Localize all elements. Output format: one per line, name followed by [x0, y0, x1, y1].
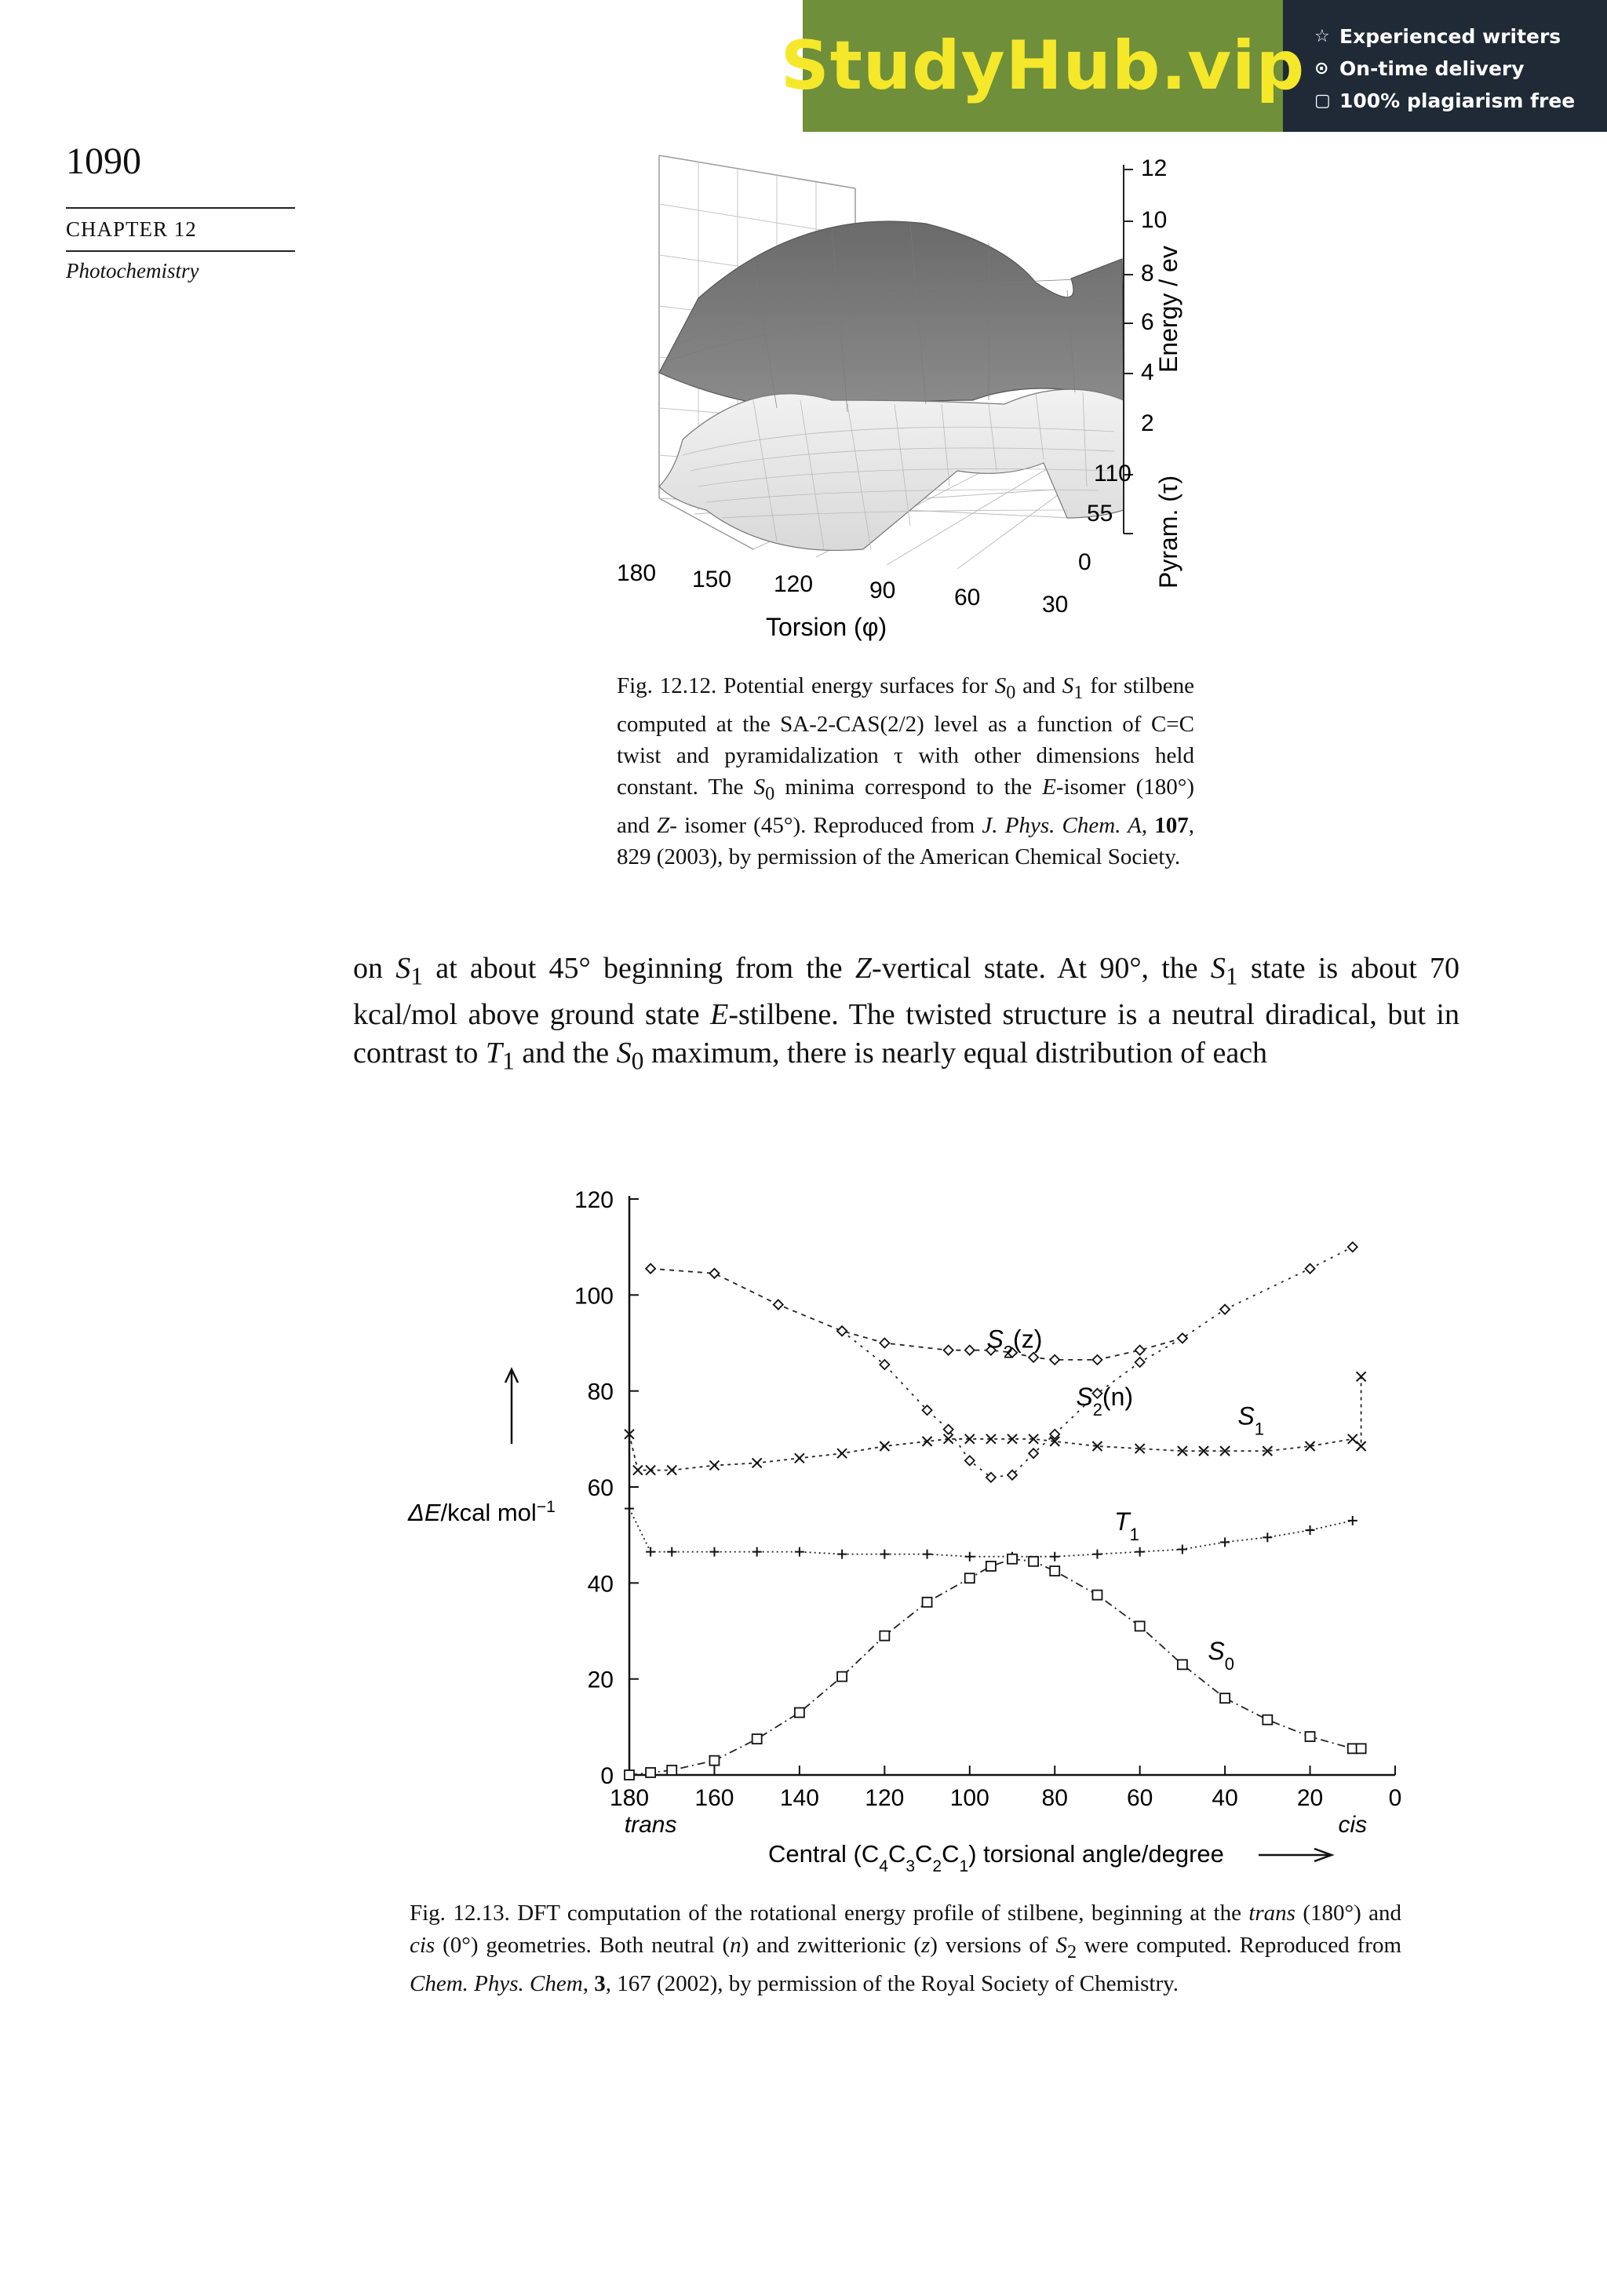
- subscript: 1: [1225, 962, 1238, 990]
- data-point: [880, 1339, 889, 1348]
- series-label: $S_2(z)$: [986, 1325, 1043, 1362]
- data-point: [625, 1770, 634, 1780]
- state-symbol: S: [1062, 673, 1074, 698]
- data-point: [633, 1466, 643, 1475]
- state-symbol: S: [994, 673, 1007, 698]
- data-point: [646, 1264, 655, 1274]
- data-point: [1348, 1242, 1357, 1252]
- state-symbol: S: [395, 952, 411, 985]
- subscript: 0: [765, 782, 775, 804]
- state-symbol: S: [753, 774, 766, 800]
- data-point: [965, 1456, 975, 1465]
- x-tick-label: 0: [1388, 1785, 1402, 1811]
- data-point: [1029, 1449, 1038, 1458]
- state-symbol: S: [1055, 1933, 1067, 1958]
- data-point: [646, 1768, 655, 1777]
- caption-text: ) and zwitterionic (: [741, 1933, 921, 1958]
- caption-text: Potential energy surfaces for: [723, 673, 988, 698]
- data-point: [837, 1672, 847, 1682]
- journal-name: J. Phys. Chem. A: [982, 812, 1142, 838]
- cis-label: cis: [1338, 1812, 1368, 1838]
- energy-tick: 12: [1141, 155, 1168, 181]
- body-text: state is about 70 kcal/mol above ground state: [353, 952, 1459, 1031]
- feature-item: [1314, 20, 1575, 53]
- caption-text: were computed. Reproduced from: [1084, 1933, 1402, 1958]
- divider: [66, 207, 295, 209]
- caption-italic: z: [921, 1933, 931, 1958]
- caption-text: (180°) and: [1303, 1901, 1402, 1926]
- caption-text: and: [1022, 673, 1055, 698]
- data-point: [1263, 1532, 1272, 1542]
- torsion-tick: 60: [954, 585, 981, 610]
- data-point: [1178, 1545, 1187, 1554]
- torsion-tick: 120: [774, 571, 814, 597]
- journal-volume: 3: [594, 1970, 606, 1996]
- data-point: [923, 1550, 932, 1559]
- body-text: and the: [522, 1036, 610, 1070]
- s0-lower-surface: [659, 389, 1124, 550]
- body-text: maximum, there is nearly equal distribution of each: [650, 1036, 1268, 1070]
- torsion-tick: 150: [692, 567, 732, 592]
- caption-text: ,: [1141, 812, 1148, 838]
- torsion-tick: 30: [1042, 592, 1069, 618]
- feature-item: [1314, 85, 1575, 117]
- data-point: [1008, 1554, 1017, 1564]
- subscript: 1: [1073, 681, 1084, 703]
- x-tick-label: 40: [1212, 1785, 1238, 1811]
- data-point: [1029, 1557, 1038, 1566]
- caption-text: DFT computation of the rotational energy profile of stilbene, beginning at the: [517, 1901, 1241, 1926]
- data-point: [1220, 1693, 1230, 1703]
- data-point: [880, 1441, 889, 1451]
- series-line-t1: [629, 1509, 1353, 1557]
- brand-logo[interactable]: StudyHub.vip: [803, 0, 1283, 132]
- chart-axes: [574, 1187, 1401, 1838]
- page-number: 1090: [66, 140, 141, 182]
- data-point: [837, 1550, 847, 1559]
- data-point: [1306, 1525, 1315, 1535]
- data-point: [965, 1552, 975, 1562]
- star-icon: ☆: [1314, 27, 1330, 46]
- data-point: [1092, 1550, 1102, 1559]
- energy-tick: 8: [1141, 261, 1154, 286]
- journal-volume: 107: [1154, 812, 1189, 838]
- x-tick-label: 60: [1126, 1785, 1153, 1811]
- pyram-tick: 0: [1078, 549, 1091, 575]
- x-tick-label: 120: [865, 1785, 905, 1811]
- data-point: [880, 1360, 889, 1369]
- data-point: [709, 1460, 719, 1470]
- caption-text: , 829 (2003), by permission of the American Chemical Society.: [617, 812, 1195, 869]
- torsion-axis-label: Torsion (φ): [766, 613, 887, 641]
- trans-label: trans: [624, 1812, 677, 1838]
- series-line-s2z: [650, 1269, 1182, 1360]
- state-symbol: S: [1210, 952, 1226, 985]
- energy-tick: 2: [1141, 410, 1154, 436]
- divider: [66, 250, 295, 252]
- data-point: [709, 1269, 719, 1278]
- feature-item: [1314, 53, 1575, 85]
- y-tick-label: 120: [574, 1187, 614, 1213]
- caption-text: (0°) geometries. Both neutral (: [443, 1933, 731, 1958]
- data-point: [795, 1453, 804, 1463]
- data-point: [1220, 1305, 1230, 1314]
- isomer-symbol: E: [1042, 774, 1056, 800]
- figure-12-12-caption: [617, 670, 1194, 873]
- data-point: [923, 1598, 932, 1607]
- body-paragraph: [353, 949, 1459, 1080]
- energy-tick: 4: [1141, 359, 1154, 385]
- caption-italic: trans: [1248, 1901, 1295, 1926]
- pyram-axis-label: Pyram. (τ): [1154, 475, 1182, 589]
- series-label: $S_1$: [1237, 1401, 1264, 1438]
- data-point: [944, 1425, 953, 1434]
- data-point: [774, 1300, 783, 1310]
- state-symbol: S: [616, 1036, 632, 1070]
- data-point: [709, 1756, 719, 1766]
- data-point: [1178, 1660, 1187, 1669]
- data-point: [646, 1466, 655, 1475]
- data-point: [880, 1631, 889, 1641]
- caption-italic: n: [730, 1933, 742, 1958]
- data-point: [965, 1346, 975, 1355]
- series-line-s0: [629, 1559, 1361, 1775]
- y-axis-label: ΔE/kcal mol$^{-1}$: [408, 1497, 556, 1526]
- s1-upper-surface: [659, 221, 1124, 412]
- data-point: [795, 1547, 804, 1557]
- data-point: [1092, 1355, 1102, 1365]
- body-text: at about 45° beginning from the: [435, 952, 843, 985]
- subscript: 0: [1006, 681, 1016, 703]
- caption-text: , 167 (2002), by permission of the Royal Society of Chemistry.: [605, 1970, 1179, 1996]
- data-point: [880, 1550, 889, 1559]
- journal-name: Chem. Phys. Chem: [410, 1970, 583, 1996]
- banner-features: [1283, 0, 1575, 132]
- chapter-label: CHAPTER 12: [66, 217, 197, 241]
- x-tick-label: 80: [1041, 1785, 1068, 1811]
- data-point: [837, 1449, 847, 1458]
- x-tick-label: 160: [694, 1785, 734, 1811]
- subscript: 0: [631, 1047, 644, 1075]
- section-subject: Photochemistry: [66, 259, 199, 282]
- figure-label: Fig. 12.12.: [617, 673, 717, 698]
- y-tick-label: 60: [587, 1475, 614, 1501]
- data-point: [1092, 1591, 1102, 1600]
- feature-label: Experienced writers: [1339, 25, 1561, 48]
- isomer-symbol: Z: [855, 952, 873, 985]
- data-point: [1306, 1264, 1315, 1274]
- y-tick-label: 80: [587, 1379, 614, 1405]
- y-tick-label: 100: [574, 1283, 614, 1310]
- document-icon: ▢: [1314, 91, 1331, 111]
- subscript: 2: [1066, 1941, 1077, 1963]
- clock-icon: ⊙: [1314, 59, 1329, 78]
- body-text: on: [353, 952, 383, 985]
- caption-text: minima correspond to the: [785, 774, 1033, 800]
- data-point: [986, 1562, 996, 1571]
- body-text: -vertical state. At 90°, the: [872, 952, 1198, 985]
- data-point: [1357, 1744, 1366, 1753]
- chart-series: [625, 1242, 1366, 1780]
- data-point: [667, 1466, 676, 1475]
- data-point: [1220, 1537, 1230, 1547]
- data-point: [1135, 1358, 1145, 1367]
- pyram-tick: 110: [1094, 461, 1131, 487]
- figure-label: Fig. 12.13.: [410, 1901, 510, 1926]
- subscript: 1: [410, 962, 424, 990]
- ad-banner[interactable]: [780, 0, 1607, 132]
- data-point: [1348, 1516, 1357, 1525]
- y-tick-label: 40: [587, 1571, 614, 1598]
- data-point: [923, 1437, 932, 1446]
- x-tick-label: 20: [1296, 1785, 1324, 1811]
- caption-text: - isomer (45°). Reproduced from: [669, 812, 975, 838]
- pes-surface-figure: [596, 141, 1224, 667]
- data-point: [1178, 1333, 1187, 1343]
- pyram-tick: 55: [1087, 501, 1113, 527]
- data-point: [1263, 1715, 1272, 1725]
- data-point: [667, 1547, 676, 1557]
- data-point: [795, 1707, 804, 1717]
- data-point: [1135, 1547, 1145, 1557]
- data-point: [837, 1326, 847, 1336]
- caption-text: ,: [582, 1970, 589, 1996]
- x-axis-label: Central $(C_4C_3C_2C_1)$ torsional angle/degree: [768, 1840, 1224, 1875]
- data-point: [1306, 1732, 1315, 1741]
- isomer-symbol: E: [710, 997, 729, 1031]
- y-tick-label: 0: [600, 1763, 614, 1789]
- isomer-symbol: Z: [657, 812, 670, 838]
- x-tick-label: 140: [779, 1785, 819, 1811]
- x-tick-label: 100: [949, 1785, 989, 1811]
- feature-label: On-time delivery: [1339, 57, 1525, 80]
- series-label: $S_2(n)$: [1076, 1383, 1134, 1420]
- data-point: [752, 1458, 762, 1467]
- data-point: [667, 1766, 676, 1775]
- data-point: [646, 1547, 655, 1557]
- x-tick-label: 180: [609, 1785, 650, 1811]
- data-point: [1050, 1566, 1059, 1576]
- data-point: [1050, 1355, 1059, 1365]
- data-point: [1135, 1621, 1145, 1631]
- data-point: [752, 1547, 762, 1557]
- series-label: $S_0$: [1208, 1637, 1235, 1674]
- data-point: [1357, 1441, 1366, 1451]
- energy-tick: 6: [1141, 309, 1154, 335]
- torsion-tick: 180: [617, 560, 657, 586]
- caption-text: ) versions of: [930, 1933, 1048, 1958]
- caption-text: for stilbene computed at the SA-2-CAS(2/2) level as a function of C=C twist and pyramidalization τ with other dimensions held constant. The: [617, 673, 1195, 800]
- data-point: [1029, 1353, 1038, 1362]
- subscript: 1: [502, 1047, 515, 1075]
- data-point: [625, 1504, 634, 1514]
- data-point: [709, 1547, 719, 1557]
- y-tick-label: 20: [587, 1667, 614, 1693]
- data-point: [944, 1346, 953, 1355]
- data-point: [1135, 1346, 1145, 1355]
- figure-12-13-caption: [410, 1897, 1401, 2000]
- right-arrow-icon: [1259, 1849, 1332, 1861]
- chart-labels: [986, 1325, 1264, 1674]
- energy-axis-label: Energy / ev: [1154, 246, 1182, 373]
- data-point: [1357, 1372, 1366, 1381]
- energy-profile-chart: [392, 1099, 1412, 1883]
- energy-tick: 10: [1141, 207, 1168, 233]
- series-label: $T_1$: [1114, 1507, 1139, 1544]
- data-point: [965, 1573, 975, 1583]
- state-symbol: T: [485, 1036, 502, 1070]
- caption-italic: cis: [410, 1933, 435, 1958]
- up-arrow-icon: [505, 1369, 518, 1444]
- caption-text: -isomer (180°) and: [617, 774, 1195, 838]
- data-point: [1348, 1434, 1357, 1444]
- feature-label: 100% plagiarism free: [1339, 89, 1576, 112]
- body-text: -stilbene. The twisted structure is a neutral diradical, but in contrast to: [353, 997, 1459, 1070]
- data-point: [752, 1734, 762, 1744]
- data-point: [1050, 1552, 1059, 1562]
- torsion-tick: 90: [869, 578, 896, 603]
